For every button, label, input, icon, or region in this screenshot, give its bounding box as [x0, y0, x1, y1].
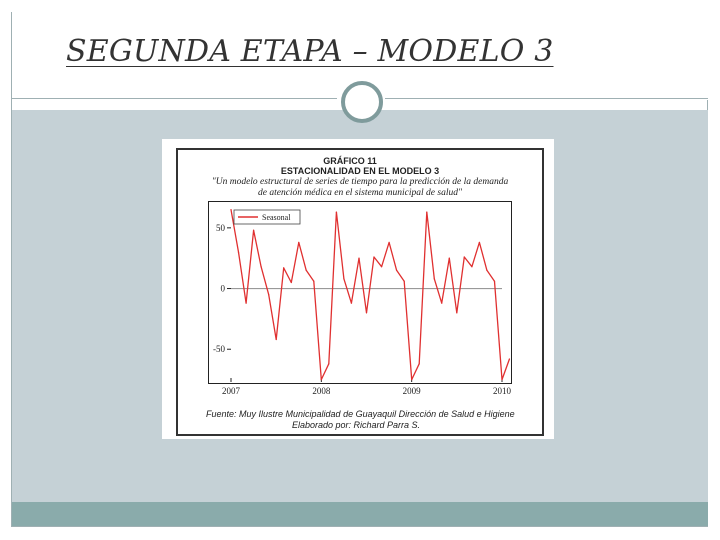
figure-source: Fuente: Muy Ilustre Municipalidad de Guayaquil Dirección de Salud e Higiene [206, 409, 515, 419]
footer-band [12, 502, 708, 526]
data-point [426, 211, 427, 212]
data-point [268, 294, 269, 295]
legend-label-seasonal: Seasonal [262, 213, 291, 222]
figure-caption-line2: de atención médica en el sistema municipal de salud" [258, 188, 462, 198]
x-tick-label: 2007 [222, 386, 240, 396]
title-divider-left [12, 98, 337, 99]
data-point [388, 242, 389, 243]
data-point [253, 230, 254, 231]
data-point [276, 339, 277, 340]
y-tick-label: 0 [220, 283, 225, 294]
figure-title: ESTACIONALIDAD EN EL MODELO 3 [280, 166, 440, 176]
y-axis-ticks [213, 223, 231, 354]
x-tick-label: 2009 [402, 386, 421, 396]
title-divider-right [385, 98, 708, 99]
data-point [441, 303, 442, 304]
data-point [509, 358, 510, 359]
data-point [306, 270, 307, 271]
data-point [321, 379, 322, 380]
figure-number: GRÁFICO 11 [323, 156, 377, 166]
x-axis-ticks [222, 378, 512, 396]
data-point [434, 278, 435, 279]
data-point [396, 270, 397, 271]
data-point [298, 242, 299, 243]
seasonal-line-chart [200, 200, 520, 405]
data-point [366, 312, 367, 313]
data-point [230, 209, 231, 210]
data-point [449, 258, 450, 259]
data-point [494, 281, 495, 282]
data-point [351, 303, 352, 304]
data-point [404, 281, 405, 282]
series-line-seasonal [231, 210, 510, 380]
legend [234, 210, 300, 224]
data-point [245, 303, 246, 304]
figure-caption-line1: "Un modelo estructural de series de tiempo para la predicción de la demanda [211, 177, 509, 187]
data-point [238, 252, 239, 253]
data-point [419, 363, 420, 364]
y-tick-label: -50 [213, 344, 225, 355]
figure-author: Elaborado por: Richard Parra S. [291, 420, 421, 430]
data-point [471, 266, 472, 267]
data-point [260, 266, 261, 267]
x-tick-label: 2010 [493, 386, 511, 396]
title-circle-ornament [341, 81, 383, 123]
y-tick-label: 50 [216, 222, 225, 233]
data-point [343, 278, 344, 279]
data-point [313, 281, 314, 282]
data-point [411, 379, 412, 380]
data-point [291, 282, 292, 283]
x-tick-label: 2008 [312, 386, 331, 396]
data-point [358, 258, 359, 259]
data-point [464, 256, 465, 257]
data-point [328, 363, 329, 364]
data-point [486, 270, 487, 271]
data-point [456, 312, 457, 313]
series-group [230, 209, 510, 380]
data-point [381, 266, 382, 267]
data-point [283, 267, 284, 268]
data-point [373, 256, 374, 257]
data-point [336, 211, 337, 212]
slide-title: SEGUNDA ETAPA – MODELO 3 [66, 34, 554, 69]
data-point [501, 379, 502, 380]
data-point [479, 242, 480, 243]
